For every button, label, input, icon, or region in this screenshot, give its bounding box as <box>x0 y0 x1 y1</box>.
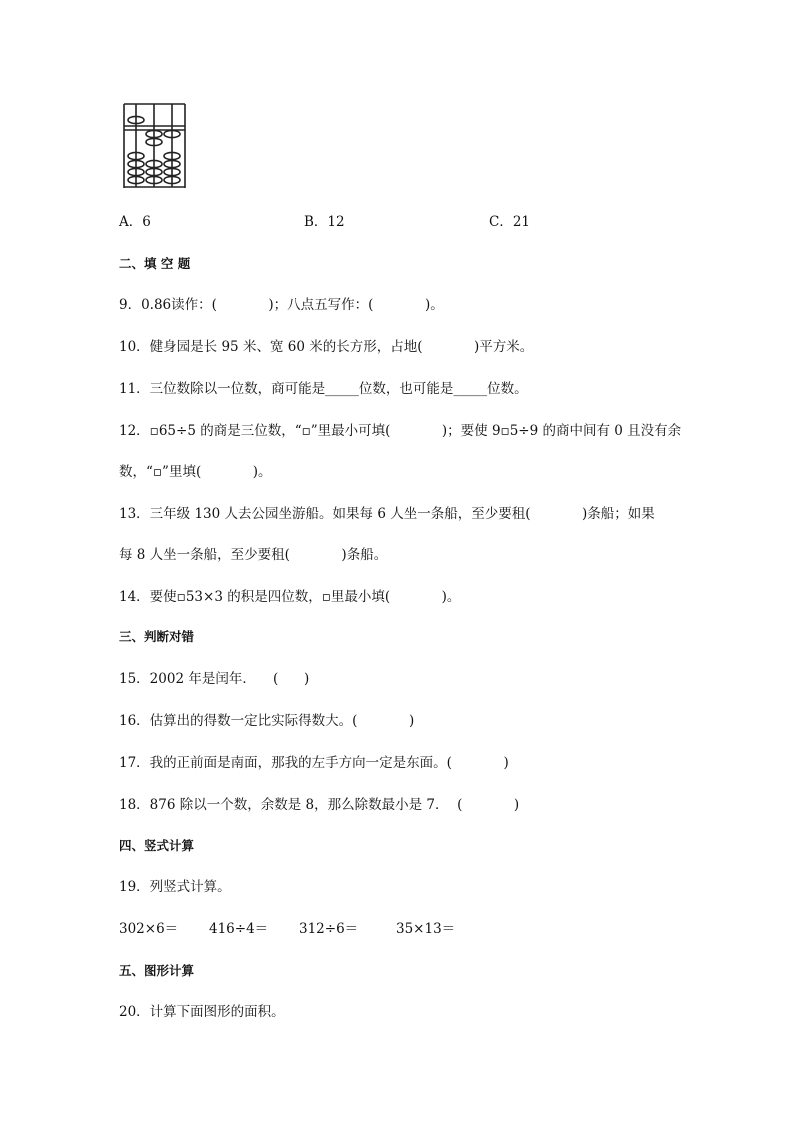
question-11: 11．三位数除以一位数，商可能是_____位数，也可能是_____位数。 <box>119 381 528 397</box>
expr-1: 302×6＝ <box>119 921 179 937</box>
section-heading-area-calc: 五、图形计算 <box>119 963 195 978</box>
question-16: 16．估算出的得数一定比实际得数大。( ) <box>119 713 415 729</box>
question-12-line-1: 12．▫65÷5 的商是三位数，“▫”里最小可填( )；要使 9▫5÷9 的商中间有 0 且没有余 <box>119 423 682 439</box>
question-13-line-1: 13．三年级 130 人去公园坐游船。如果每 6 人坐一条船，至少要租( )条船；如果 <box>119 506 655 522</box>
question-19: 19．列竖式计算。 <box>119 879 231 895</box>
question-17: 17．我的正前面是南面，那我的左手方向一定是东面。( ) <box>119 755 509 771</box>
abacus-figure <box>119 100 187 190</box>
section-heading-fill-blank: 二、填 空 题 <box>119 256 191 271</box>
question-18: 18．876 除以一个数，余数是 8，那么除数最小是 7． ( ) <box>119 797 520 813</box>
expr-3: 312÷6＝ <box>299 921 359 937</box>
option-a: A．6 <box>119 214 151 230</box>
option-c: C．21 <box>489 214 531 230</box>
section-heading-true-false: 三、判断对错 <box>119 629 195 644</box>
question-14: 14．要使▫53×3 的积是四位数，▫里最小填( )。 <box>119 589 461 605</box>
expr-2: 416÷4＝ <box>209 921 269 937</box>
question-13-line-2: 每 8 人坐一条船，至少要租( )条船。 <box>119 547 388 563</box>
section-heading-vertical-calc: 四、竖式计算 <box>119 838 195 853</box>
question-15: 15．2002 年是闰年． ( ) <box>119 671 310 687</box>
question-9: 9．0.86读作：( )；八点五写作：( )。 <box>119 297 444 313</box>
question-10: 10．健身园是长 95 米、宽 60 米的长方形，占地( )平方米。 <box>119 339 534 355</box>
option-b: B．12 <box>304 214 345 230</box>
expr-4: 35×13＝ <box>396 921 456 937</box>
question-12-line-2: 数，“▫”里填( )。 <box>119 464 272 480</box>
question-20: 20．计算下面图形的面积。 <box>119 1004 285 1020</box>
